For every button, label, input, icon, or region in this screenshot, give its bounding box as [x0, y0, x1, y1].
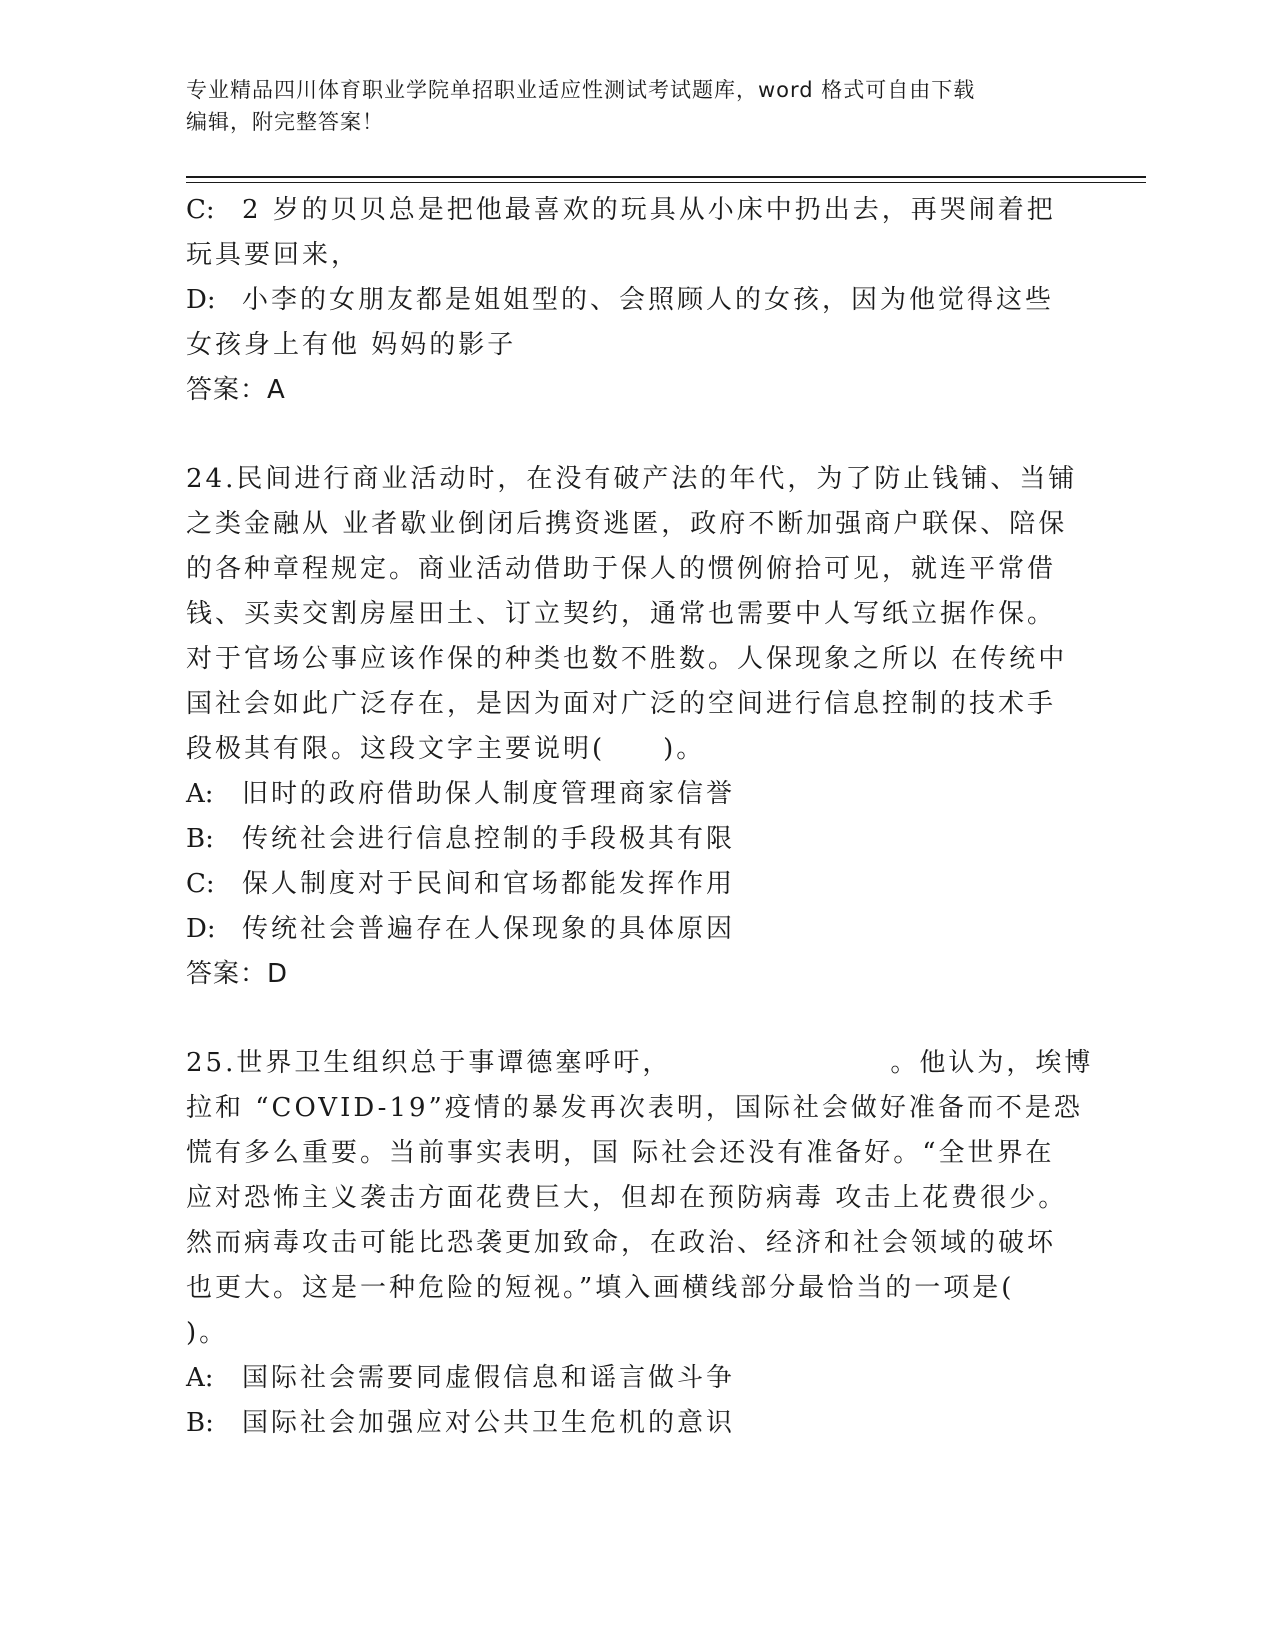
option-b	[186, 1401, 1086, 1446]
question-stem-line: 段极其有限。这段文字主要说明( )。	[186, 734, 706, 764]
option-label: B:	[186, 824, 214, 854]
header-line-1: 专业精品四川体育职业学院单招职业适应性测试考试题库，word 格式可自由下载	[186, 78, 976, 102]
option-c	[186, 862, 1086, 907]
question-stem-line: 国社会如此广泛存在，是因为面对广泛的空间进行信息控制的技术手	[186, 689, 1057, 719]
option-text: 国际社会加强应对公共卫生危机的意识	[242, 1408, 736, 1438]
question-stem-line: 24.民间进行商业活动时，在没有破产法的年代，为了防止钱铺、当铺	[186, 464, 1078, 494]
question-stem-line: 然而病毒攻击可能比恐袭更加致命，在政治、经济和社会领域的破坏	[186, 1228, 1057, 1258]
option-text: 保人制度对于民间和官场都能发挥作用	[242, 869, 736, 899]
option-c-continuation: 玩具要回来，	[186, 240, 361, 270]
question-stem-line: 对于官场公事应该作保的种类也数不胜数。人保现象之所以 在传统中	[186, 644, 1068, 674]
answer: 答案：D	[186, 959, 289, 989]
answer: 答案：A	[186, 375, 286, 405]
question-stem-line: 也更大。这是一种危险的短视。”填入画横线部分最恰当的一项是(	[186, 1273, 1015, 1303]
spacer	[186, 413, 1086, 457]
option-d	[186, 278, 1086, 323]
question-24	[186, 457, 1086, 997]
question-stem-line: 慌有多么重要。当前事实表明，国 际社会还没有准备好。“全世界在	[186, 1138, 1055, 1168]
option-text: 传统社会普遍存在人保现象的具体原因	[242, 914, 736, 944]
option-text: 旧时的政府借助保人制度管理商家信誉	[242, 779, 736, 809]
header-divider-thin	[186, 182, 1146, 183]
question-25	[186, 1041, 1094, 1446]
option-b	[186, 817, 1086, 862]
question-stem-line: 的各种章程规定。商业活动借助于保人的惯例俯拾可见，就连平常借	[186, 554, 1057, 584]
document-body	[186, 188, 1094, 1446]
option-text: 国际社会需要同虚假信息和谣言做斗争	[242, 1363, 736, 1393]
option-c	[186, 188, 1086, 233]
option-d	[186, 907, 1086, 952]
option-label: D:	[186, 285, 216, 315]
question-23	[186, 188, 1086, 413]
option-text: 小李的女朋友都是姐姐型的、会照顾人的女孩，因为他觉得这些	[242, 285, 1055, 315]
option-d-continuation: 女孩身上有他 妈妈的影子	[186, 330, 517, 360]
header-divider-thick	[186, 176, 1146, 178]
option-text: 2 岁的贝贝总是把他最喜欢的玩具从小床中扔出去，再哭闹着把	[242, 195, 1056, 225]
spacer	[186, 997, 1086, 1041]
option-label: A:	[186, 779, 214, 809]
option-label: D:	[186, 914, 216, 944]
header-line-2: 编辑，附完整答案！	[186, 110, 384, 134]
page-header	[186, 74, 1066, 138]
question-stem-line: )。	[186, 1318, 229, 1348]
question-stem-line: 钱、买卖交割房屋田土、订立契约，通常也需要中人写纸立据作保。	[186, 599, 1057, 629]
option-text: 传统社会进行信息控制的手段极其有限	[242, 824, 736, 854]
option-a	[186, 772, 1086, 817]
option-label: A:	[186, 1363, 214, 1393]
option-label: C:	[186, 869, 215, 899]
option-label: B:	[186, 1408, 214, 1438]
option-label: C:	[186, 195, 215, 225]
option-a	[186, 1356, 1086, 1401]
question-stem-line: 25.世界卫生组织总于事谭德塞呼吁， 。他认为，埃博	[186, 1048, 1094, 1078]
question-stem-line: 应对恐怖主义袭击方面花费巨大，但却在预防病毒 攻击上花费很少。	[186, 1183, 1068, 1213]
question-stem-line: 拉和 “COVID-19”疫情的暴发再次表明，国际社会做好准备而不是恐	[186, 1093, 1083, 1123]
question-stem-line: 之类金融从 业者歇业倒闭后携资逃匿，政府不断加强商户联保、陪保	[186, 509, 1068, 539]
